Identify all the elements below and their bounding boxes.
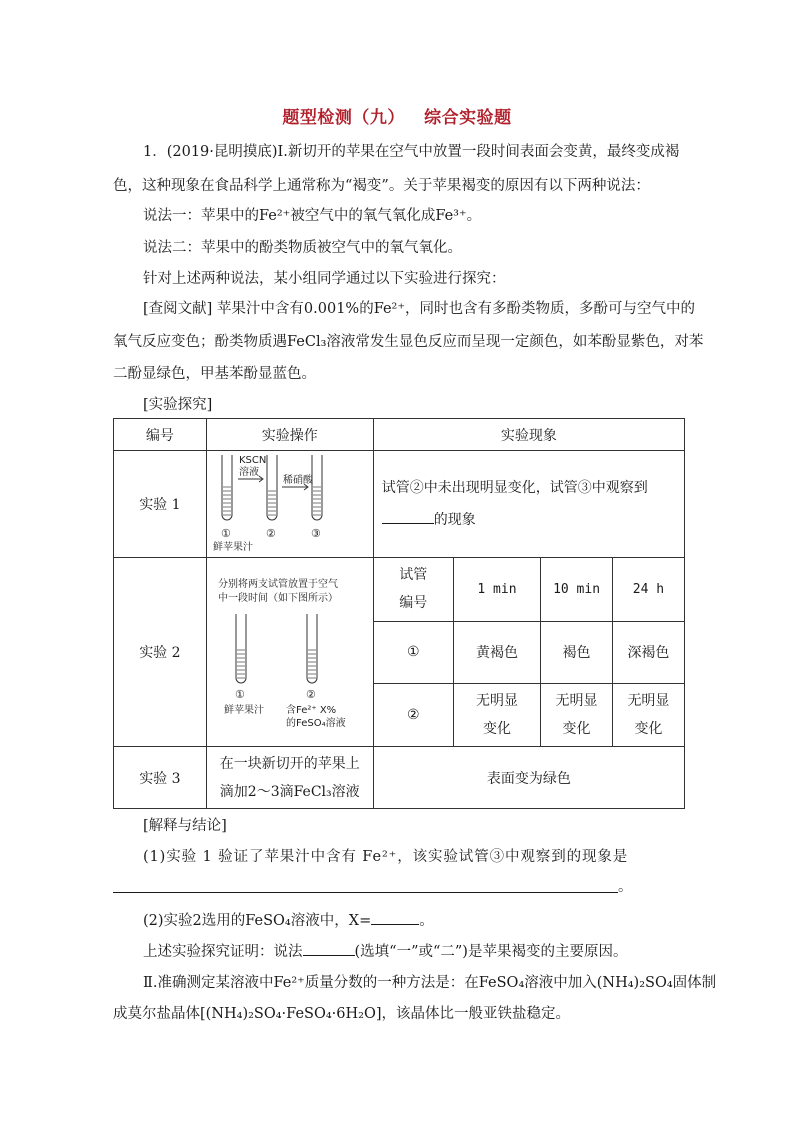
q3-answer-blank[interactable] bbox=[303, 940, 355, 956]
exp2-desc1: 分别将两支试管放置于空气 bbox=[217, 579, 338, 590]
question-1: (1)实验 1 验证了苹果汁中含有 Fe²⁺，该实验试管③中观察到的现象是 bbox=[143, 849, 629, 865]
explore-label: [实验探究] bbox=[143, 397, 213, 413]
subheader-10min: 10 min bbox=[541, 558, 613, 621]
exp2-tube2-caption1: 含Fe²⁺ X% bbox=[285, 705, 336, 716]
exp1-reagent1: KSCN bbox=[238, 455, 267, 466]
conclusion-label: [解释与结论] bbox=[143, 818, 227, 834]
row1-10min: 褐色 bbox=[541, 621, 613, 683]
claim-two: 说法二：苹果中的酚类物质被空气中的氧气氧化。 bbox=[143, 240, 462, 256]
exp3-op-line1: 在一块新切开的苹果上 bbox=[219, 755, 360, 772]
subheader-1min: 1 min bbox=[453, 558, 541, 621]
row2-24h-line1: 无明显 bbox=[627, 692, 670, 709]
q1-answer-blank[interactable] bbox=[113, 892, 618, 893]
exp1-answer-blank[interactable] bbox=[382, 508, 434, 524]
row2-1min-line2: 变化 bbox=[482, 720, 511, 737]
exp3-operation bbox=[206, 747, 373, 809]
experiment-table bbox=[113, 418, 685, 809]
title-main: 题型检测（九） bbox=[282, 108, 405, 128]
exp1-name: 实验 1 bbox=[114, 451, 207, 558]
exp1-reagent1b: 溶液 bbox=[238, 467, 259, 478]
subheader-tube-id bbox=[374, 558, 454, 621]
exp2-diagram bbox=[206, 558, 373, 747]
q3-text-a: 上述实验探究证明：说法 bbox=[143, 944, 303, 960]
exp1-tube2-label: ② bbox=[265, 527, 276, 540]
page-title bbox=[0, 103, 794, 128]
subheader-line1: 试管 bbox=[399, 567, 428, 584]
q1-end: 。 bbox=[618, 879, 633, 895]
q2-end: 。 bbox=[419, 913, 434, 929]
row2-10min bbox=[541, 683, 613, 746]
title-sub: 综合实验题 bbox=[424, 108, 512, 128]
intro-line-1: 1．(2019·昆明摸底)Ⅰ.新切开的苹果在空气中放置一段时间表面会变黄，最终变成褐 bbox=[143, 144, 680, 160]
lead-sentence: 针对上述两种说法，某小组同学通过以下实验进行探究： bbox=[143, 271, 506, 287]
exp1-caption: 鲜苹果汁 bbox=[212, 542, 253, 553]
lit-line-2: 氧气反应变色；酚类物质遇FeCl₃溶液常发生显色反应而呈现一定颜色，如苯酚显紫色，对苯 bbox=[113, 334, 704, 350]
row2-10min-line1: 无明显 bbox=[555, 692, 598, 709]
q2-text: (2)实验2选用的FeSO₄溶液中，X= bbox=[143, 913, 372, 929]
row1-id: ① bbox=[374, 621, 454, 683]
exp1-observation bbox=[373, 451, 684, 558]
exp1-test-tubes-icon bbox=[210, 451, 370, 553]
exp3-observation: 表面变为绿色 bbox=[373, 747, 684, 809]
exp1-tube1-label: ① bbox=[220, 527, 231, 540]
lit-line-1: [查阅文献] 苹果汁中含有0.001%的Fe²⁺，同时也含有多酚类物质，多酚可与空气中的 bbox=[143, 301, 696, 317]
header-observation: 实验现象 bbox=[373, 419, 684, 451]
exp2-tube1-label: ① bbox=[234, 688, 245, 701]
subheader-24h: 24 h bbox=[612, 558, 684, 621]
q3-text-b: (选填“一”或“二”)是苹果褐变的主要原因。 bbox=[354, 944, 628, 960]
exp2-test-tubes-icon bbox=[210, 558, 370, 742]
exp2-observation bbox=[373, 558, 684, 747]
exp2-tube2-caption2: 的FeSO₄溶液 bbox=[285, 718, 346, 729]
lit-line-3: 二酚显绿色，甲基苯酚显蓝色。 bbox=[113, 366, 316, 382]
exp2-subtable bbox=[374, 558, 684, 746]
q2-answer-blank[interactable] bbox=[371, 909, 419, 925]
row2-id: ② bbox=[374, 683, 454, 746]
subheader-line2: 编号 bbox=[399, 595, 428, 612]
question-3 bbox=[143, 940, 685, 963]
row2-10min-line2: 变化 bbox=[562, 720, 591, 737]
exp1-obs-line1: 试管②中未出现明显变化，试管③中观察到 bbox=[381, 480, 648, 496]
intro-line-2: 色，这种现象在食品科学上通常称为“褐变”。关于苹果褐变的原因有以下两种说法： bbox=[113, 178, 650, 194]
row2-1min-line1: 无明显 bbox=[475, 692, 518, 709]
row1-24h: 深褐色 bbox=[612, 621, 684, 683]
claim-one: 说法一：苹果中的Fe²⁺被空气中的氧气氧化成Fe³⁺。 bbox=[143, 208, 482, 224]
exp1-tube3-label: ③ bbox=[310, 527, 321, 540]
exp2-desc2: 中一段时间（如下图所示） bbox=[217, 593, 338, 604]
part2-line-2: 成莫尔盐晶体[(NH₄)₂SO₄·FeSO₄·6H₂O]，该晶体比一般亚铁盐稳定。 bbox=[113, 1006, 570, 1022]
row2-1min bbox=[453, 683, 541, 746]
row1-1min: 黄褐色 bbox=[453, 621, 541, 683]
part2-line-1: Ⅱ.准确测定某溶液中Fe²⁺质量分数的一种方法是：在FeSO₄溶液中加入(NH₄)₂SO₄固体制 bbox=[143, 975, 717, 991]
row2-24h-line2: 变化 bbox=[634, 720, 663, 737]
exp1-reagent2: 稀硝酸 bbox=[282, 475, 313, 486]
question-2 bbox=[143, 909, 685, 932]
exp2-tube2-label: ② bbox=[305, 688, 316, 701]
exp3-op-line2: 滴加2～3滴FeCl₃溶液 bbox=[219, 783, 360, 800]
exp2-name: 实验 2 bbox=[114, 558, 207, 747]
exp2-tube1-caption: 鲜苹果汁 bbox=[223, 705, 264, 716]
exp3-name: 实验 3 bbox=[114, 747, 207, 809]
header-operation: 实验操作 bbox=[206, 419, 373, 451]
exp1-diagram bbox=[206, 451, 373, 558]
header-id: 编号 bbox=[114, 419, 207, 451]
row2-24h bbox=[612, 683, 684, 746]
exp1-obs-line2: 的现象 bbox=[433, 512, 476, 528]
